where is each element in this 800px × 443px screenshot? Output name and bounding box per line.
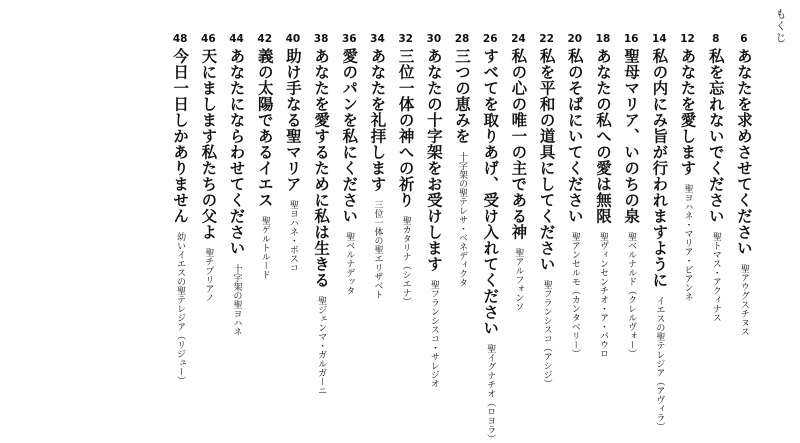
- toc-entry-title: 私の心の唯一の主である神: [509, 48, 529, 240]
- toc-entry-author: 聖フランシスコ（アシジ）: [541, 280, 552, 388]
- toc-entry-page-number: 8: [712, 33, 720, 45]
- toc-entry-page-number: 40: [285, 33, 301, 45]
- toc-entry-page-number: 42: [257, 33, 273, 45]
- toc-entry-author: 聖カタリナ（シエナ）: [400, 216, 411, 306]
- toc-entry-title: 助け手なる聖マリア: [283, 48, 303, 192]
- toc-entry-page-number: 16: [623, 33, 639, 45]
- toc-entry-title: 私のそばにいてください: [565, 48, 585, 224]
- toc-entry-page-number: 20: [567, 33, 583, 45]
- toc-entry-author: 聖フランシスコ・サレジオ: [428, 280, 439, 388]
- toc-entry[interactable]: [504, 32, 532, 311]
- toc-entry-page-number: 34: [370, 33, 385, 45]
- toc-entry-page-number: 38: [313, 33, 329, 45]
- toc-entry-author: 幼いイエスの聖テレジア（リジュー）: [175, 232, 186, 385]
- toc-entry-page-number: 12: [680, 33, 695, 45]
- toc-entry[interactable]: [533, 32, 561, 388]
- toc-entry-author: 聖ベルナルド（クレルヴォー）: [626, 232, 637, 358]
- toc-entry-author: イエスの聖テレジア（アヴィラ）: [654, 296, 665, 431]
- toc-entry-author: 聖トマス・アクィナス: [710, 232, 721, 322]
- toc-entry-author: 聖ベルナデッタ: [344, 232, 355, 295]
- toc-entry-title: 愛のパンを私にください: [340, 48, 360, 224]
- toc-entry-author: 聖アルフォンソ: [513, 248, 524, 311]
- toc-entry[interactable]: [589, 32, 617, 358]
- toc-entry[interactable]: [673, 32, 701, 301]
- toc-entry-author: 聖ヨハネ・ボスコ: [287, 200, 298, 272]
- toc-entry-page-number: 32: [398, 33, 413, 45]
- toc-list: [166, 32, 758, 443]
- toc-entry-title: 義の太陽であるイエス: [255, 48, 275, 208]
- toc-entry-title: あなたを求めさせてください: [734, 48, 754, 256]
- toc-entry-page-number: 44: [229, 33, 244, 45]
- toc-entry-author: 聖ジェンマ・ガルガーニ: [316, 296, 327, 395]
- toc-entry-author: 十字架の聖テレサ・ベネディクタ: [457, 152, 468, 287]
- toc-entry-author: 聖ゲルトルード: [259, 216, 270, 279]
- toc-entry-author: 十字架の聖ヨハネ: [231, 264, 242, 336]
- toc-entry-author: 聖チプリアノ: [203, 248, 214, 302]
- toc-entry-page-number: 22: [539, 33, 554, 45]
- toc-entry[interactable]: [420, 32, 448, 388]
- toc-entry-author: 三位一体の聖エリザベト: [372, 200, 383, 299]
- toc-entry[interactable]: [561, 32, 589, 358]
- toc-entry-page-number: 28: [454, 33, 470, 45]
- toc-entry[interactable]: [392, 32, 420, 306]
- toc-heading: もくじ: [774, 8, 787, 44]
- toc-entry-page-number: 46: [201, 33, 216, 45]
- toc-entry[interactable]: [194, 32, 222, 302]
- toc-entry[interactable]: [645, 32, 673, 431]
- toc-entry-title: あなたにならわせてください: [227, 48, 247, 256]
- toc-entry[interactable]: [448, 32, 476, 287]
- toc-entry-page-number: 24: [511, 33, 526, 45]
- toc-entry-author: 聖アンセルモ（カンタベリー）: [569, 232, 580, 358]
- toc-entry-author: 聖ヨハネ・マリア・ビアンネ: [682, 184, 693, 301]
- toc-entry-title: 私を平和の道具にしてください: [537, 48, 557, 272]
- toc-entry[interactable]: [279, 32, 307, 272]
- toc-entry-title: 私を忘れないでください: [706, 48, 726, 224]
- toc-entry-title: 天にまします私たちの父よ: [199, 48, 219, 240]
- toc-entry[interactable]: [617, 32, 645, 358]
- toc-entry-page-number: 30: [426, 33, 442, 45]
- toc-entry-title: あなたの十字架をお受けします: [424, 48, 444, 272]
- toc-entry-title: 三つの恵みを: [453, 48, 473, 144]
- toc-entry[interactable]: [702, 32, 730, 322]
- toc-entry-title: 三位一体の神への祈り: [396, 48, 416, 208]
- toc-entry[interactable]: [222, 32, 250, 336]
- toc-entry-page-number: 14: [652, 33, 667, 45]
- toc-entry-page-number: 36: [341, 33, 357, 45]
- toc-entry-title: あなたを愛するために私は生きる: [312, 48, 332, 288]
- toc-entry[interactable]: [307, 32, 335, 395]
- toc-entry[interactable]: [335, 32, 363, 295]
- toc-entry-title: すべてを取りあげ、受け入れてください: [481, 48, 501, 336]
- toc-entry-author: 聖ヴィンセンチオ・ア・パウロ: [597, 232, 608, 358]
- toc-entry-author: 聖イグナチオ（ロヨラ）: [485, 344, 496, 443]
- toc-entry[interactable]: [166, 32, 194, 385]
- toc-entry-page-number: 6: [740, 33, 748, 45]
- toc-entry-title: 聖母マリア、いのちの泉: [622, 48, 642, 224]
- toc-entry[interactable]: [730, 32, 758, 336]
- toc-entry-page-number: 26: [482, 33, 498, 45]
- toc-entry[interactable]: [476, 32, 504, 443]
- toc-entry-author: 聖アウグスチヌス: [738, 264, 749, 336]
- toc-entry-title: 私の内にみ旨が行われますように: [650, 48, 670, 288]
- toc-entry-title: あなたの私への愛は無限: [593, 48, 613, 224]
- toc-entry-title: あなたを愛します: [678, 48, 698, 176]
- toc-entry-title: あなたを礼拝します: [368, 48, 388, 192]
- toc-entry[interactable]: [251, 32, 279, 279]
- toc-entry-page-number: 48: [172, 33, 188, 45]
- toc-entry-title: 今日一日しかありません: [171, 48, 191, 224]
- toc-entry-page-number: 18: [595, 33, 611, 45]
- toc-entry[interactable]: [363, 32, 391, 299]
